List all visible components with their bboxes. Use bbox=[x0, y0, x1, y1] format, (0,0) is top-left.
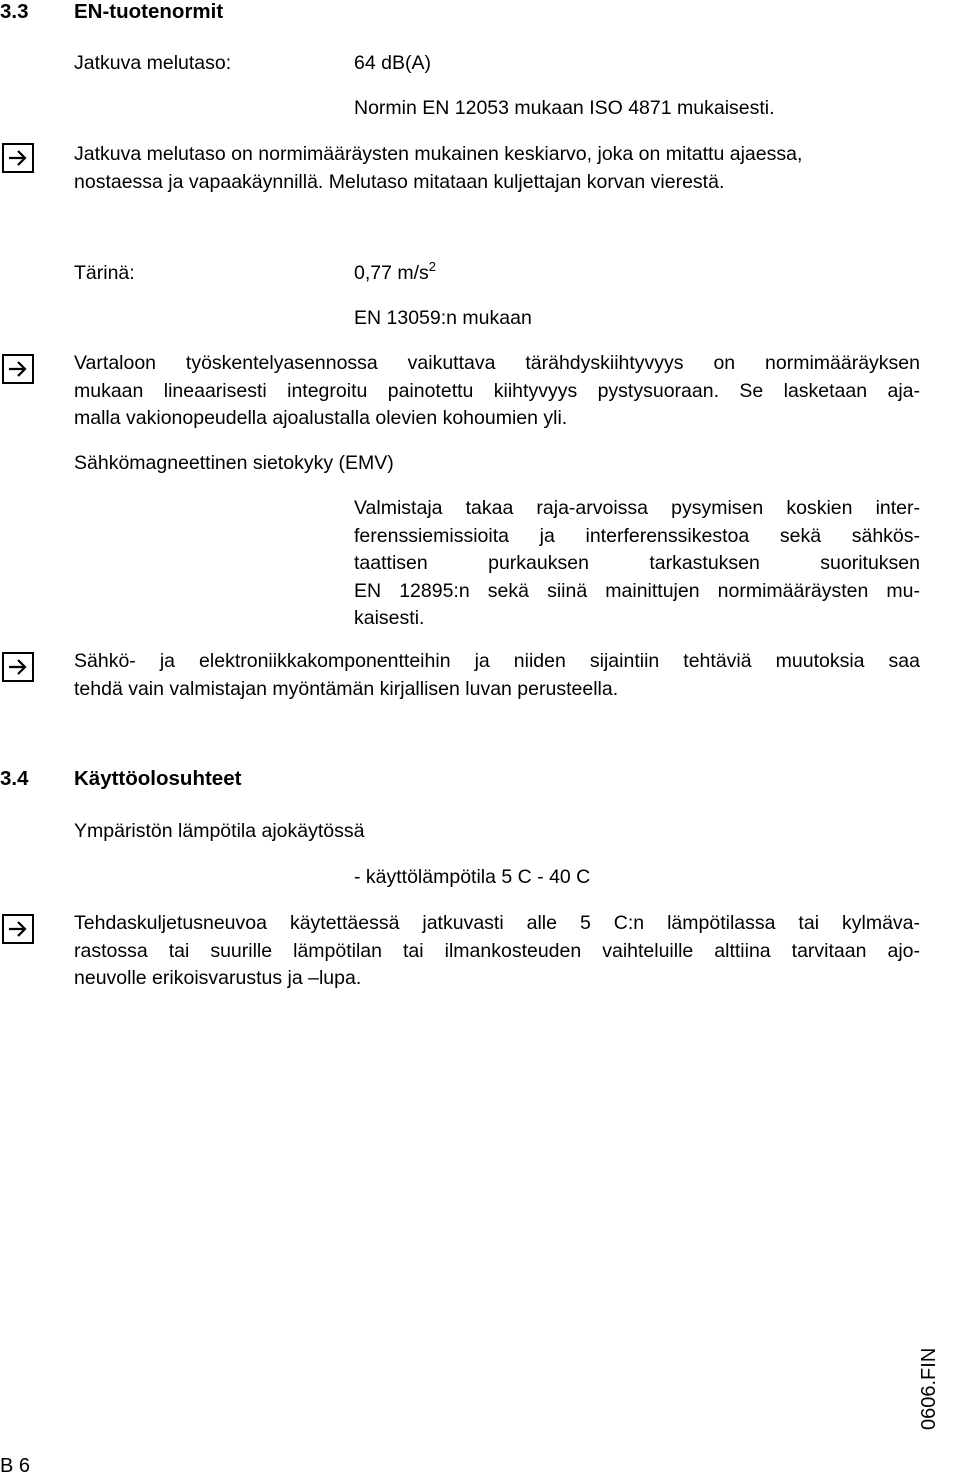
vibration-standard: EN 13059:n mukaan bbox=[354, 307, 532, 329]
noise-note-line: nostaessa ja vapaakäynnillä. Melutaso mitataan kuljettajan korvan vierestä. bbox=[74, 170, 725, 193]
note-arrow-icon bbox=[2, 143, 34, 173]
vibration-note-line: malla vakionopeudella ajoalustalla olevien kohoumien yli. bbox=[74, 407, 568, 429]
emc-text-line: ferenssiemissioita ja interferenssikestoa sekä sähkös- bbox=[354, 524, 920, 547]
section-number: 3.3 bbox=[0, 0, 29, 23]
temperature-note-line: neuvolle erikoisvarustus ja –lupa. bbox=[74, 967, 362, 989]
vibration-value bbox=[354, 259, 437, 285]
section-number: 3.4 bbox=[0, 767, 29, 790]
page-number: B 6 bbox=[0, 1455, 31, 1477]
emc-text-line: taattisen purkauksen tarkastuksen suorituksen bbox=[354, 552, 920, 574]
emc-text-line: EN 12895:n sekä siinä mainittujen normimääräysten mu- bbox=[354, 579, 920, 602]
emc-text-line: Valmistaja takaa raja-arvoissa pysymisen koskien inter- bbox=[354, 497, 920, 519]
emc-note bbox=[74, 648, 920, 703]
temperature-note-line: Tehdaskuljetusneuvoa käytettäessä jatkuvasti alle 5 C:n lämpötilassa tai kylmäva- bbox=[74, 912, 920, 934]
vibration-note bbox=[74, 350, 920, 433]
note-arrow-icon bbox=[2, 914, 34, 944]
vibration-value-exponent: 2 bbox=[428, 259, 437, 274]
vibration-note-line: mukaan lineaarisesti integroitu painotettu kiihtyvyys pystysuoraan. Se lasketaan aja- bbox=[74, 379, 920, 402]
noise-standard: Normin EN 12053 mukaan ISO 4871 mukaisesti. bbox=[354, 97, 775, 119]
vibration-value-base: 0,77 m/s bbox=[354, 262, 429, 284]
emc-label: Sähkömagneettinen sietokyky (EMV) bbox=[74, 452, 394, 474]
document-code: 0606.FIN bbox=[918, 1347, 940, 1430]
vibration-note-line: Vartaloon työskentelyasennossa vaikuttava tärähdyskiihtyvyys on normimääräyksen bbox=[74, 352, 920, 374]
note-arrow-icon bbox=[2, 354, 34, 384]
temperature-range: - käyttölämpötila 5 C - 40 C bbox=[354, 866, 591, 888]
section-title: Käyttöolosuhteet bbox=[74, 767, 242, 790]
emc-note-line: tehdä vain valmistajan myöntämän kirjallisen luvan perusteella. bbox=[74, 677, 619, 700]
vibration-label: Tärinä: bbox=[74, 262, 135, 284]
noise-note bbox=[74, 141, 802, 196]
noise-label: Jatkuva melutaso: bbox=[74, 52, 232, 74]
noise-value: 64 dB(A) bbox=[354, 52, 431, 74]
temperature-note-line: rastossa tai suurille lämpötilan tai ilmankosteuden vaihteluille alttiina tarvitaan ajo- bbox=[74, 939, 920, 962]
emc-note-line: Sähkö- ja elektroniikkakomponentteihin ja niiden sijaintiin tehtäviä muutoksia saa bbox=[74, 650, 920, 672]
ambient-label: Ympäristön lämpötila ajokäytössä bbox=[74, 820, 365, 842]
emc-text-line: kaisesti. bbox=[354, 607, 425, 629]
temperature-note bbox=[74, 910, 920, 993]
section-title: EN-tuotenormit bbox=[74, 0, 224, 23]
note-arrow-icon bbox=[2, 652, 34, 682]
emc-text bbox=[354, 495, 920, 633]
noise-note-line: Jatkuva melutaso on normimääräysten mukainen keskiarvo, joka on mitattu ajaessa, bbox=[74, 143, 803, 165]
